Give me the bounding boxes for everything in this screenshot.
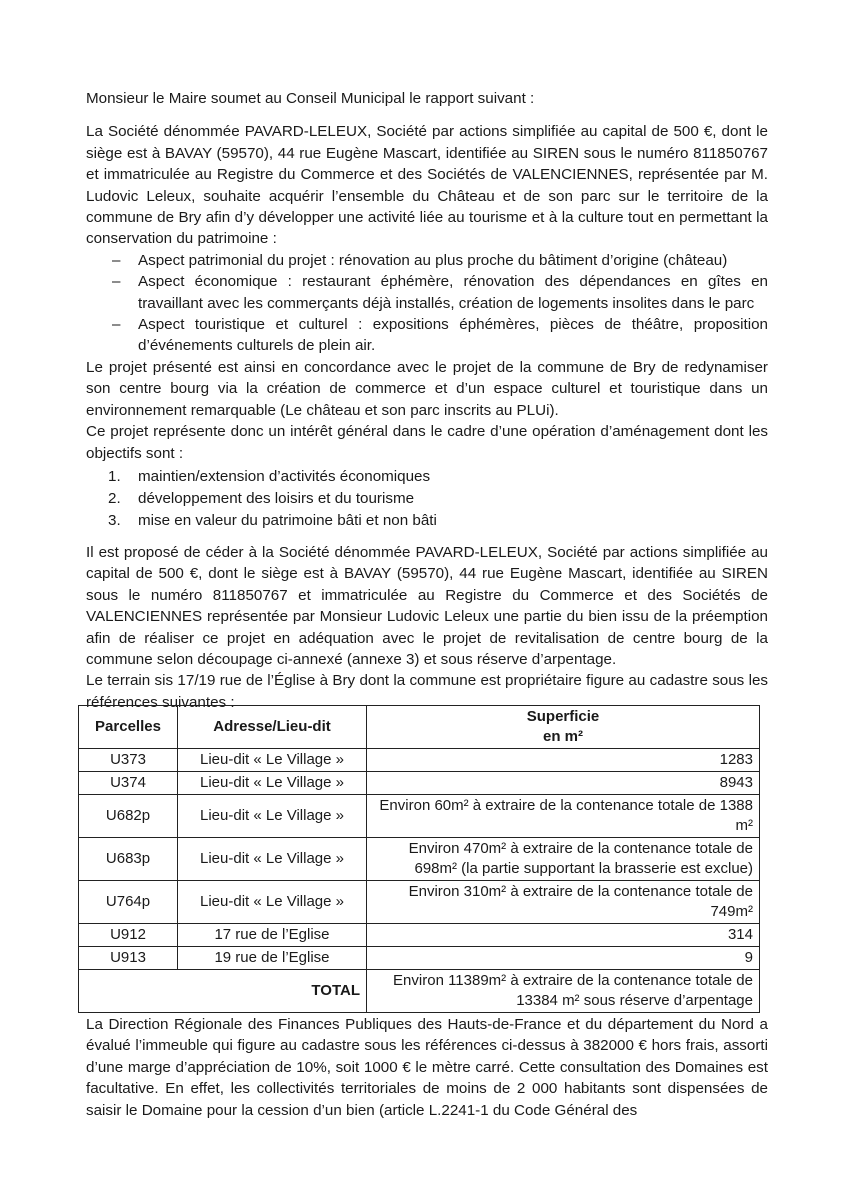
table-row [79,947,760,970]
objective-text: maintien/extension d’activités économiques [138,467,431,485]
objectives-list [86,466,768,532]
objective-item [86,510,768,532]
cell-parcelle: U683p [79,838,178,881]
parcels-table [78,705,760,1013]
aspect-item: – Aspect économique : restaurant éphémère, rénovation des dépendances en gîtes en travaillant avec les commerçants déjà installés, création de logements insolites dans le parc [86,271,768,314]
cell-parcelle: U913 [79,947,178,970]
paragraph-acquisition: La Société dénommée PAVARD-LELEUX, Société par actions simplifiée au capital de 500 €, dont le siège est à BAVAY (59570), 44 rue Eugène Mascart, identifiée au SIREN sous le numéro 811850767 et immatriculée au Registre du Commerce et des Sociétés de VALENCIENNES, représentée par M. Ludovic Leleux, souhaite acquérir l’ensemble du Château et de son parc sur le territoire de la commune de Bry afin d’y développer une activité liée au tourisme et à la culture tout en permettant la conservation du patrimoine : [86,123,768,248]
cell-parcelle: U374 [79,772,178,795]
table-row [79,749,760,772]
header-parcelles: Parcelles [79,706,178,749]
header-superficie-line1: Superficie [526,708,600,725]
cell-adresse: Lieu-dit « Le Village » [178,772,367,795]
cell-superficie: Environ 310m² à extraire de la contenance totale de 749m² [367,881,760,924]
cell-parcelle: U373 [79,749,178,772]
cell-superficie: 9 [367,947,760,970]
cell-superficie: 8943 [367,772,760,795]
paragraph-cession: Il est proposé de céder à la Société dénommée PAVARD-LELEUX, Société par actions simplifiée au capital de 500 €, dont le siège est à BAVAY (59570), 44 rue Eugène Mascart, identifiée au SIREN sous le numéro 811850767 et immatriculée au Registre du Commerce et des Sociétés de VALENCIENNES représentée par Monsieur Ludovic Leleux une partie du bien issu de la préemption afin de réaliser ce projet en adéquation avec le projet de revitalisation de centre bourg de la commune selon découpage ci-annexé (annexe 3) et sous réserve d’arpentage. [86,543,768,668]
cell-parcelle: U682p [79,795,178,838]
cell-superficie: 1283 [367,749,760,772]
aspect-item: – Aspect patrimonial du projet : rénovation au plus proche du bâtiment d’origine (château) [86,250,768,271]
cell-parcelle: U764p [79,881,178,924]
cell-adresse: Lieu-dit « Le Village » [178,749,367,772]
objective-number: 3. [108,511,121,529]
objective-text: mise en valeur du patrimoine bâti et non bâti [138,511,437,529]
cell-parcelle: U912 [79,924,178,947]
table-total-row [79,970,760,1013]
objective-text: développement des loisirs et du tourisme [138,489,415,507]
cell-superficie: 314 [367,924,760,947]
objective-number: 2. [108,489,121,507]
paragraph-terrain: Le terrain sis 17/19 rue de l’Église à Bry dont la commune est propriétaire figure au cadastre sous les références suivantes : [86,672,768,711]
cell-superficie: Environ 470m² à extraire de la contenance totale de 698m² (la partie supportant la brasserie est exclue) [367,838,760,881]
paragraph-concordance: Le projet présenté est ainsi en concordance avec le projet de la commune de Bry de redynamiser son centre bourg via la création de commerce et d’un espace culturel et touristique dans un environnement remarquable (Le château et son parc inscrits au PLUi). [86,358,768,419]
document-body [86,88,768,713]
cell-superficie: Environ 60m² à extraire de la contenance totale de 1388 m² [367,795,760,838]
header-superficie [367,706,760,749]
cell-adresse: Lieu-dit « Le Village » [178,795,367,838]
table-row [79,838,760,881]
total-label: TOTAL [79,970,367,1013]
header-superficie-line2: en m² [542,728,583,745]
cell-adresse: Lieu-dit « Le Village » [178,838,367,881]
paragraph-interet-general: Ce projet représente donc un intérêt général dans le cadre d’une opération d’aménagement dont les objectifs sont : [86,423,768,462]
table-row [79,881,760,924]
total-superficie: Environ 11389m² à extraire de la contenance totale de 13384 m² sous réserve d’arpentage [367,970,760,1013]
document-continuation [86,1014,768,1121]
table-row [79,795,760,838]
objective-item [86,466,768,488]
paragraph-evaluation: La Direction Régionale des Finances Publiques des Hauts-de-France et du département du Nord a évalué l’immeuble qui figure au cadastre sous les références ci-dessus à 382000 € hors frais, assorti d’une marge d’appréciation de 10%, soit 1000 € le mètre carré. Cette consultation des Domaines est facultative. En effet, les collectivités territoriales de moins de 2 000 habitants sont dispensées de saisir le Domaine pour la cession d’un bien (article L.2241-1 du Code Général des [86,1016,768,1119]
table-row [79,924,760,947]
cell-adresse: 19 rue de l’Eglise [178,947,367,970]
header-adresse: Adresse/Lieu-dit [178,706,367,749]
cell-adresse: 17 rue de l’Eglise [178,924,367,947]
objective-item [86,488,768,510]
table-header-row [79,706,760,749]
aspect-item: – Aspect touristique et culturel : expositions éphémères, pièces de théâtre, proposition d’événements culturels de plein air. [86,314,768,357]
aspects-list [86,250,768,357]
cell-adresse: Lieu-dit « Le Village » [178,881,367,924]
intro-line: Monsieur le Maire soumet au Conseil Municipal le rapport suivant : [86,90,535,107]
objective-number: 1. [108,467,121,485]
table-row [79,772,760,795]
